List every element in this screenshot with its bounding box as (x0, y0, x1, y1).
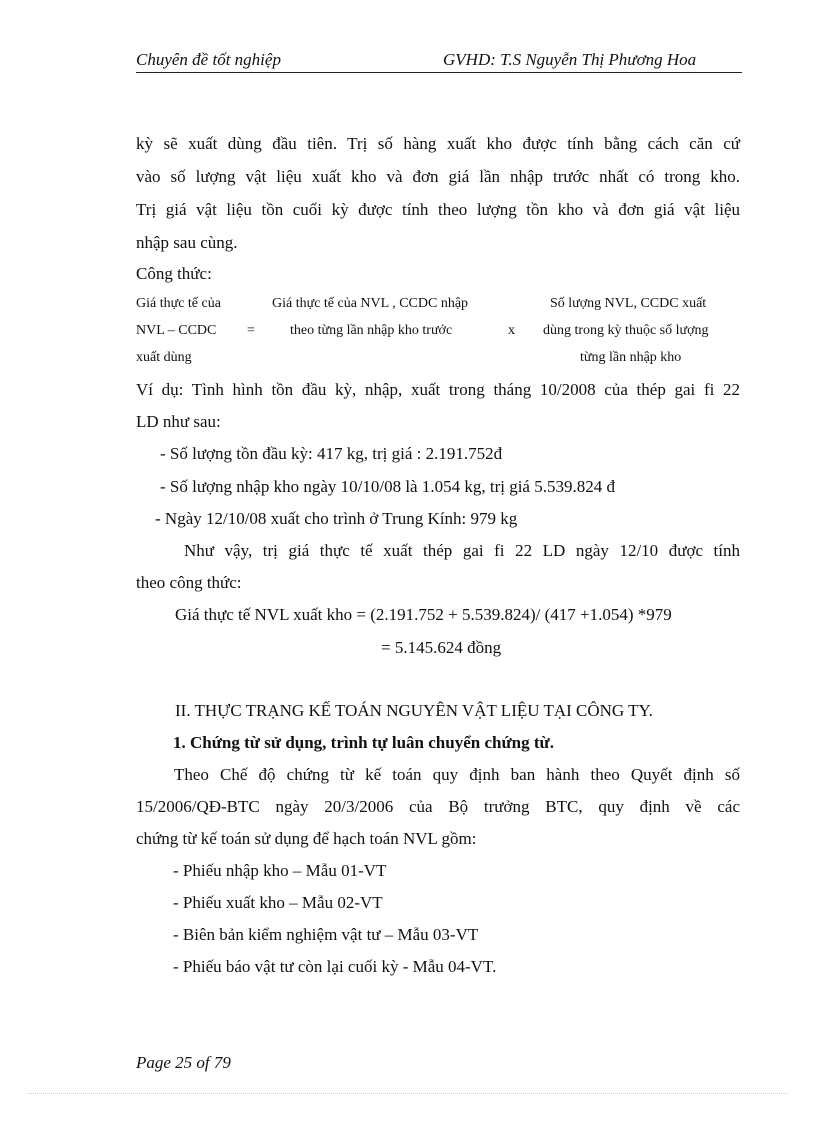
formula-right-line: Số lượng NVL, CCDC xuất (550, 296, 707, 311)
header-right: GVHD: T.S Nguyễn Thị Phương Hoa (443, 50, 697, 69)
example-intro-line: LD như sau: (136, 412, 221, 431)
example-conclusion-line: Như vậy, trị giá thực tế xuất thép gai fi 22 LD ngày 12/10 được tính (184, 541, 740, 560)
calc-line-1: Giá thực tế NVL xuất kho = (2.191.752 + 5.539.824)/ (417 +1.054) *979 (175, 605, 672, 624)
list-item: - Phiếu xuất kho – Mẫu 02-VT (173, 893, 383, 912)
section-subheading: 1. Chứng từ sử dụng, trình tự luân chuyển chứng từ. (173, 733, 554, 752)
list-item: - Biên bản kiểm nghiệm vật tư – Mẫu 03-VT (173, 925, 479, 944)
formula-right-line: dùng trong kỳ thuộc số lượng (543, 323, 709, 338)
formula-middle-line: Giá thực tế của NVL , CCDC nhập (272, 296, 469, 311)
section-para-line: chứng từ kế toán sử dụng để hạch toán NVL gồm: (136, 829, 477, 848)
formula-title: Công thức: (136, 264, 212, 283)
calc-line-2: = 5.145.624 đồng (381, 638, 502, 657)
para1-line: vào số lượng vật liệu xuất kho và đơn giá lần nhập trước nhất có trong kho. (136, 167, 740, 186)
header-left: Chuyên đề tốt nghiệp (136, 50, 281, 69)
formula-right-line: từng lần nhập kho (580, 350, 682, 365)
header-rule (136, 72, 742, 73)
page-bottom-divider (28, 1093, 788, 1094)
section-heading: II. THỰC TRẠNG KẾ TOÁN NGUYÊN VẬT LIỆU TẠI CÔNG TY. (175, 701, 653, 720)
example-item: - Số lượng nhập kho ngày 10/10/08 là 1.054 kg, trị giá 5.539.824 đ (160, 477, 615, 496)
formula-times: x (508, 323, 515, 338)
para1-line: kỳ sẽ xuất dùng đầu tiên. Trị số hàng xuất kho được tính bằng cách căn cứ (136, 134, 740, 153)
example-item: - Ngày 12/10/08 xuất cho trình ở Trung Kính: 979 kg (155, 509, 518, 528)
section-para-line: 15/2006/QĐ-BTC ngày 20/3/2006 của Bộ trưởng BTC, quy định về các (136, 797, 740, 816)
formula-left-line: NVL – CCDC (136, 323, 217, 338)
list-item: - Phiếu báo vật tư còn lại cuối kỳ - Mẫu 04-VT. (173, 957, 497, 976)
para1-line: nhập sau cùng. (136, 233, 238, 252)
formula-equals: = (247, 323, 255, 338)
example-conclusion-line: theo công thức: (136, 573, 242, 592)
section-para-line: Theo Chế độ chứng từ kế toán quy định ban hành theo Quyết định số (174, 765, 740, 784)
formula-middle-line: theo từng lần nhập kho trước (290, 323, 453, 338)
example-intro-line: Ví dụ: Tình hình tồn đầu kỳ, nhập, xuất trong tháng 10/2008 của thép gai fi 22 (136, 380, 740, 399)
example-item: - Số lượng tồn đầu kỳ: 417 kg, trị giá : 2.191.752đ (160, 444, 503, 463)
formula-left-line: Giá thực tế của (136, 296, 221, 311)
formula-left-line: xuất dùng (136, 350, 192, 365)
list-item: - Phiếu nhập kho – Mẫu 01-VT (173, 861, 387, 880)
page-number: Page 25 of 79 (136, 1053, 231, 1072)
para1-line: Trị giá vật liệu tồn cuối kỳ được tính theo lượng tồn kho và đơn giá vật liệu (136, 200, 740, 219)
